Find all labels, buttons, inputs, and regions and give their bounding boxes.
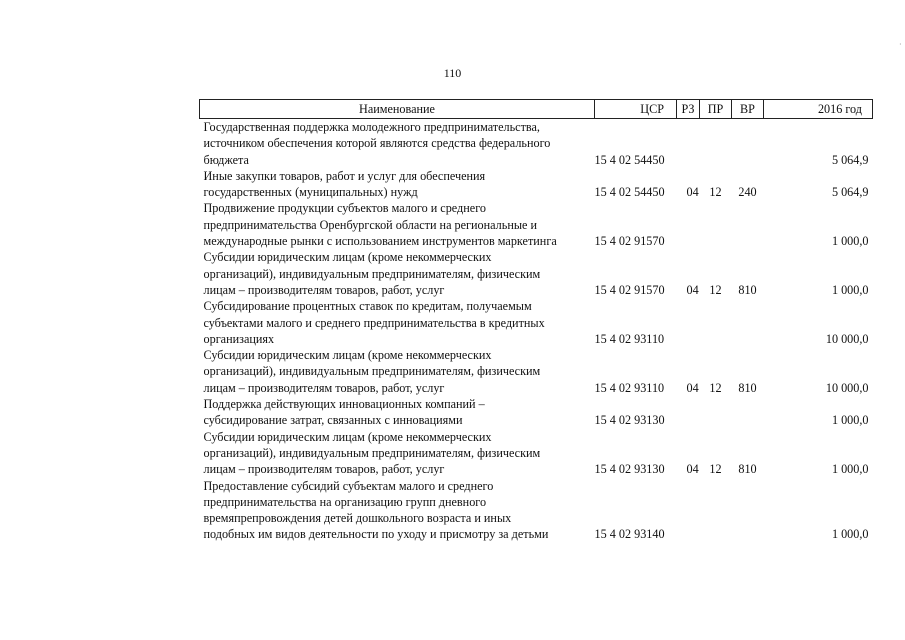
table-row <box>200 168 873 201</box>
row-amount: 1 000,0 <box>831 413 869 428</box>
row-amount: 1 000,0 <box>831 234 869 249</box>
header-pr: ПР <box>700 100 732 119</box>
table-row <box>200 298 873 347</box>
row-pr-code <box>700 298 732 347</box>
row-rz-code: 04 <box>686 380 699 395</box>
header-name: Наименование <box>200 100 595 119</box>
row-name: Субсидии юридическим лицам (кроме некоммерческих организаций), индивидуальным предпринимателям, физическим лицам – производителям товаров, работ, услуг <box>203 250 541 297</box>
row-name: Субсидии юридическим лицам (кроме некоммерческих организаций), индивидуальным предпринимателям, физическим лицам – производителям товаров, работ, услуг <box>203 429 541 477</box>
table-row <box>200 396 873 429</box>
row-pr-code: 12 <box>709 185 722 200</box>
row-pr-code: 12 <box>709 380 722 395</box>
row-vr-code: 810 <box>738 282 757 297</box>
table-body <box>200 119 873 543</box>
header-csr: ЦСР <box>595 100 677 119</box>
row-rz-code: 04 <box>686 282 699 297</box>
row-rz-code: 04 <box>686 185 699 200</box>
table-row <box>200 200 873 249</box>
row-amount: 5 064,9 <box>831 152 869 167</box>
row-csr-code: 15 4 02 54450 <box>594 185 665 200</box>
row-name: Субсидии юридическим лицам (кроме некоммерческих организаций), индивидуальным предпринимателям, физическим лицам – производителям товаров, работ, услуг <box>203 348 541 395</box>
row-csr-code: 15 4 02 91570 <box>594 234 665 249</box>
header-vr: ВР <box>732 100 764 119</box>
row-csr-code: 15 4 02 93110 <box>594 380 665 395</box>
row-vr-code: 810 <box>738 380 757 395</box>
row-name: Продвижение продукции субъектов малого и среднего предпринимательства Оренбургской области на региональные и международные рынки с использованием инструментов маркетинга <box>203 201 557 249</box>
row-csr-code: 15 4 02 93130 <box>594 413 665 428</box>
row-rz-code <box>677 396 700 429</box>
header-year: 2016 год <box>764 100 873 119</box>
table-header <box>200 100 873 119</box>
row-amount: 10 000,0 <box>825 331 869 346</box>
table-row <box>200 429 873 478</box>
row-pr-code: 12 <box>709 282 722 297</box>
row-csr-code: 15 4 02 93140 <box>594 527 665 542</box>
row-rz-code <box>677 119 700 168</box>
row-pr-code <box>700 119 732 168</box>
row-vr-code: 810 <box>738 462 757 477</box>
row-pr-code <box>700 396 732 429</box>
scan-mark: · <box>899 40 902 49</box>
row-csr-code: 15 4 02 93110 <box>594 331 665 346</box>
row-amount: 10 000,0 <box>825 380 869 395</box>
row-name: Иные закупки товаров, работ и услуг для обеспечения государственных (муниципальных) нужд <box>203 168 486 200</box>
row-vr-code <box>732 478 764 543</box>
row-rz-code <box>677 298 700 347</box>
row-csr-code: 15 4 02 91570 <box>594 282 665 297</box>
row-name: Предоставление субсидий субъектам малого и среднего предпринимательства на организацию групп дневного времяпрепровождения детей дошкольного возраста и иных подобных им видов деятельности по уходу и присмотру за детьми <box>203 478 549 542</box>
row-amount: 1 000,0 <box>831 527 869 542</box>
row-name: Субсидирование процентных ставок по кредитам, получаемым субъектами малого и среднего предпринимательства в кредитных организациях <box>203 299 545 346</box>
row-pr-code <box>700 478 732 543</box>
table-row <box>200 347 873 396</box>
row-csr-code: 15 4 02 93130 <box>594 462 665 477</box>
row-name: Государственная поддержка молодежного предпринимательства, источником обеспечения которой являются средства федерального бюджета <box>203 120 551 167</box>
header-rz: РЗ <box>677 100 700 119</box>
row-vr-code <box>732 396 764 429</box>
page-number: 110 <box>443 66 462 80</box>
row-vr-code <box>732 200 764 249</box>
row-rz-code: 04 <box>686 462 699 477</box>
row-pr-code <box>700 200 732 249</box>
row-amount: 5 064,9 <box>831 185 869 200</box>
row-amount: 1 000,0 <box>831 282 869 297</box>
table-row <box>200 249 873 298</box>
row-rz-code <box>677 200 700 249</box>
row-vr-code <box>732 298 764 347</box>
row-rz-code <box>677 478 700 543</box>
row-pr-code: 12 <box>709 462 722 477</box>
row-amount: 1 000,0 <box>831 462 869 477</box>
row-csr-code: 15 4 02 54450 <box>594 152 665 167</box>
budget-table <box>199 99 873 543</box>
row-name: Поддержка действующих инновационных компаний – субсидирование затрат, связанных с инновациями <box>203 397 485 428</box>
table-row <box>200 478 873 543</box>
table-row <box>200 119 873 168</box>
row-vr-code <box>732 119 764 168</box>
row-vr-code: 240 <box>738 185 757 200</box>
